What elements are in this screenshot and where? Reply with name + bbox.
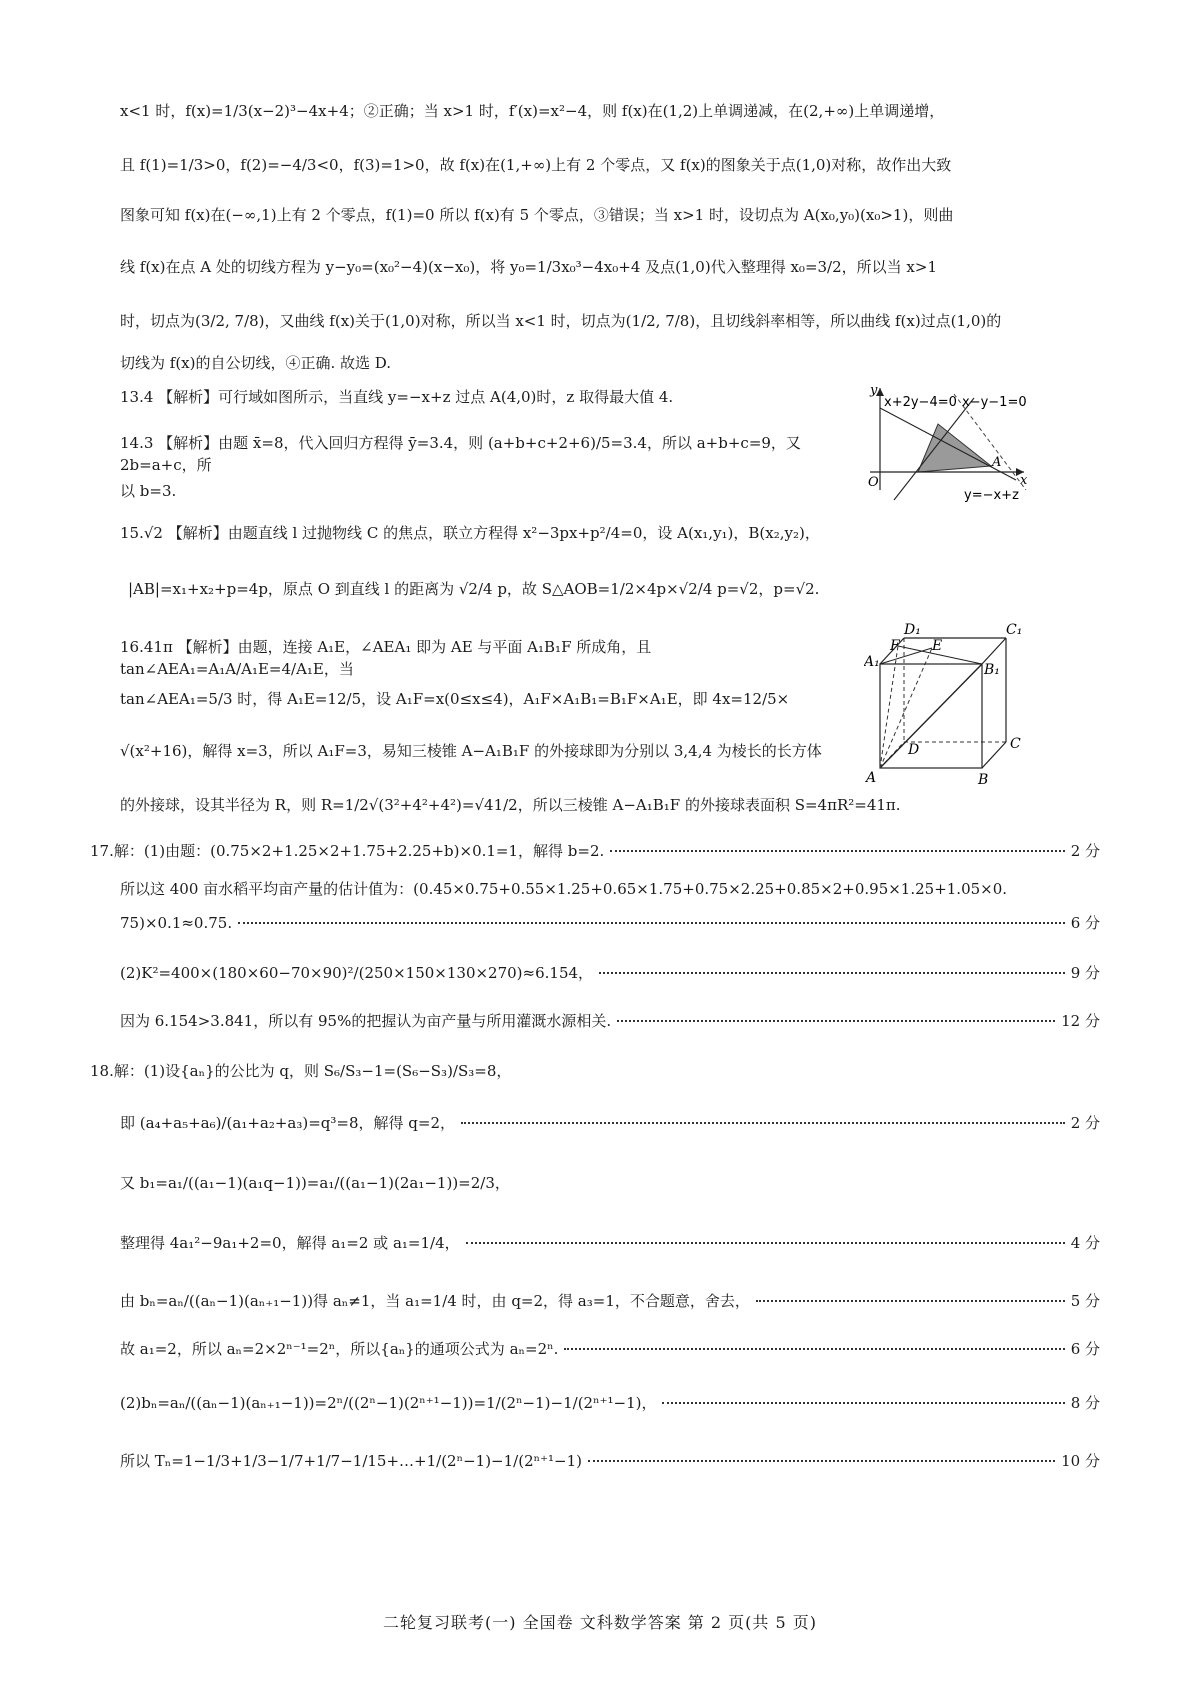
step-text: 整理得 4a₁²−9a₁+2=0，解得 a₁=2 或 a₁=1/4，	[120, 1234, 460, 1252]
leader-dots	[610, 850, 1064, 852]
answer-14-line: 以 b=3.	[120, 482, 177, 500]
edge-b1c1	[982, 638, 1006, 664]
label-o: O	[868, 475, 879, 490]
text-line: 切线为 f(x)的自公切线，④正确. 故选 D.	[120, 354, 392, 372]
score: 6 分	[1070, 914, 1100, 932]
score: 12 分	[1061, 1012, 1100, 1030]
answer-16-line: √(x²+16)，解得 x=3，所以 A₁F=3，易知三棱锥 A−A₁B₁F 的外接球即为分别以 3,4,4 为棱长的长方体	[120, 742, 822, 760]
label-a1: A₁	[864, 654, 880, 670]
label-eq1: x+2y−4=0	[884, 395, 957, 410]
answer-15-line: 15.√2 【解析】由题直线 l 过抛物线 C 的焦点，联立方程得 x²−3px+p²/4=0，设 A(x₁,y₁)，B(x₂,y₂)，	[120, 524, 820, 542]
answer-16-line: tan∠AEA₁=5/3 时，得 A₁E=12/5，设 A₁F=x(0≤x≤4)，A₁F×A₁B₁=B₁F×A₁E，即 4x=12/5×	[120, 690, 790, 708]
text-line: 且 f(1)=1/3>0，f(2)=−4/3<0，f(3)=1>0，故 f(x)在(1,+∞)上有 2 个零点，又 f(x)的图象关于点(1,0)对称，故作出大致	[120, 156, 952, 174]
step-text: 即 (a₄+a₅+a₆)/(a₁+a₂+a₃)=q³=8，解得 q=2，	[120, 1114, 456, 1132]
score: 2 分	[1070, 842, 1100, 860]
step-text: 75)×0.1≈0.75.	[120, 914, 233, 932]
leader-dots	[466, 1242, 1065, 1244]
label-eq3: y=−x+z	[964, 488, 1019, 502]
feasible-region-figure	[866, 382, 1036, 502]
step-text: (2)K²=400×(180×60−70×90)²/(250×150×130×270)≈6.154，	[120, 964, 594, 982]
label-f: F	[890, 638, 900, 654]
step-text: (2)bₙ=aₙ/((aₙ−1)(aₙ₊₁−1))=2ⁿ/((2ⁿ−1)(2ⁿ⁺¹−1))=1/(2ⁿ−1)−1/(2ⁿ⁺¹−1)，	[120, 1394, 657, 1412]
cube-figure	[864, 622, 1034, 792]
answer-18-line: 又 b₁=a₁/((a₁−1)(a₁q−1))=a₁/((a₁−1)(2a₁−1))=2/3，	[120, 1174, 510, 1192]
label-a: A	[992, 455, 1002, 470]
text-line: 线 f(x)在点 A 处的切线方程为 y−y₀=(x₀²−4)(x−x₀)，将 y₀=1/3x₀³−4x₀+4 及点(1,0)代入整理得 x₀=3/2，所以当 x>1	[120, 258, 937, 276]
answer-17-line: 所以这 400 亩水稻平均亩产量的估计值为：(0.45×0.75+0.55×1.25+0.65×1.75+0.75×2.25+0.85×2+0.95×1.25+1.05×0.	[120, 880, 1008, 898]
score: 4 分	[1070, 1234, 1100, 1252]
step-text: 由 bₙ=aₙ/((aₙ−1)(aₙ₊₁−1))得 aₙ≠1，当 a₁=1/4 时，由 q=2，得 a₃=1，不合题意，舍去，	[120, 1292, 750, 1310]
leader-dots	[564, 1348, 1064, 1350]
label-d1: D₁	[904, 622, 921, 638]
segment-ab1	[880, 664, 982, 768]
answer-18-line: 18.解：(1)设{aₙ}的公比为 q，则 S₆/S₃−1=(S₆−S₃)/S₃=8，	[90, 1062, 512, 1080]
leader-dots	[588, 1460, 1055, 1462]
label-a: A	[866, 770, 877, 786]
answer-16-line: 16.41π 【解析】由题，连接 A₁E，∠AEA₁ 即为 AE 与平面 A₁B₁F 所成角，且 tan∠AEA₁=A₁A/A₁E=4/A₁E，当	[120, 638, 652, 678]
step-text: 故 a₁=2，所以 aₙ=2×2ⁿ⁻¹=2ⁿ，所以{aₙ}的通项公式为 aₙ=2ⁿ.	[120, 1340, 559, 1358]
step-text: 因为 6.154>3.841，所以有 95%的把握认为亩产量与所用灌溉水源相关.	[120, 1012, 612, 1030]
label-c: C	[1010, 736, 1021, 752]
leader-dots	[662, 1402, 1064, 1404]
label-x: x	[1020, 473, 1028, 488]
page-footer: 二轮复习联考(一) 全国卷 文科数学答案 第 2 页(共 5 页)	[383, 1613, 817, 1632]
edge-bc	[982, 742, 1006, 768]
score: 2 分	[1070, 1114, 1100, 1132]
answer-17-step	[90, 840, 1100, 862]
label-e: E	[932, 638, 943, 654]
text-line: 时，切点为(3/2, 7/8)，又曲线 f(x)关于(1,0)对称，所以当 x<1 时，切点为(1/2, 7/8)，且切线斜率相等，所以曲线 f(x)过点(1,0)的	[120, 312, 1002, 330]
label-y: y	[870, 383, 878, 398]
score: 9 分	[1070, 964, 1100, 982]
step-text: 17.解：(1)由题：(0.75×2+1.25×2+1.75+2.25+b)×0.1=1，解得 b=2.	[90, 842, 605, 860]
answer-17-step	[120, 1010, 1100, 1032]
answer-18-step	[120, 1392, 1100, 1414]
leader-dots	[238, 922, 1065, 924]
answer-14-line: 14.3 【解析】由题 x̄=8，代入回归方程得 ȳ=3.4，则 (a+b+c+2+6)/5=3.4，所以 a+b+c=9，又 2b=a+c，所	[120, 434, 801, 474]
answer-17-step	[120, 962, 1100, 984]
answer-13: 13.4 【解析】可行域如图所示，当直线 y=−x+z 过点 A(4,0)时，z 取得最大值 4.	[120, 388, 674, 406]
answer-15-line: |AB|=x₁+x₂+p=4p，原点 O 到直线 l 的距离为 √2/4 p，故 S△AOB=1/2×4p×√2/4 p=√2，p=√2.	[128, 580, 820, 598]
answer-16-line: 的外接球，设其半径为 R，则 R=1/2√(3²+4²+4²)=√41/2，所以三棱锥 A−A₁B₁F 的外接球表面积 S=4πR²=41π.	[120, 796, 901, 814]
answer-18-step	[120, 1112, 1100, 1134]
answer-18-step	[120, 1450, 1100, 1472]
label-b: B	[978, 772, 989, 788]
score: 10 分	[1061, 1452, 1100, 1470]
segment-ae	[880, 648, 932, 768]
label-c1: C₁	[1006, 622, 1023, 638]
answer-18-step	[120, 1338, 1100, 1360]
leader-dots	[461, 1122, 1065, 1124]
label-d: D	[908, 742, 920, 758]
answer-18-step	[120, 1232, 1100, 1254]
score: 5 分	[1070, 1292, 1100, 1310]
answer-18-step	[120, 1290, 1100, 1312]
answer-17-step	[120, 912, 1100, 934]
label-b1: B₁	[984, 662, 1000, 678]
leader-dots	[617, 1020, 1055, 1022]
text-line: 图象可知 f(x)在(−∞,1)上有 2 个零点，f(1)=0 所以 f(x)有 5 个零点，③错误；当 x>1 时，设切点为 A(x₀,y₀)(x₀>1)，则曲	[120, 206, 954, 224]
score: 8 分	[1070, 1394, 1100, 1412]
leader-dots	[756, 1300, 1065, 1302]
step-text: 所以 Tₙ=1−1/3+1/3−1/7+1/7−1/15+…+1/(2ⁿ−1)−1/(2ⁿ⁺¹−1)	[120, 1452, 582, 1470]
score: 6 分	[1070, 1340, 1100, 1358]
label-eq2: x−y−1=0	[962, 395, 1027, 410]
text-line: x<1 时，f(x)=1/3(x−2)³−4x+4；②正确；当 x>1 时，f′(x)=x²−4，则 f(x)在(1,2)上单调递减，在(2,+∞)上单调递增，	[120, 102, 945, 120]
leader-dots	[599, 972, 1065, 974]
